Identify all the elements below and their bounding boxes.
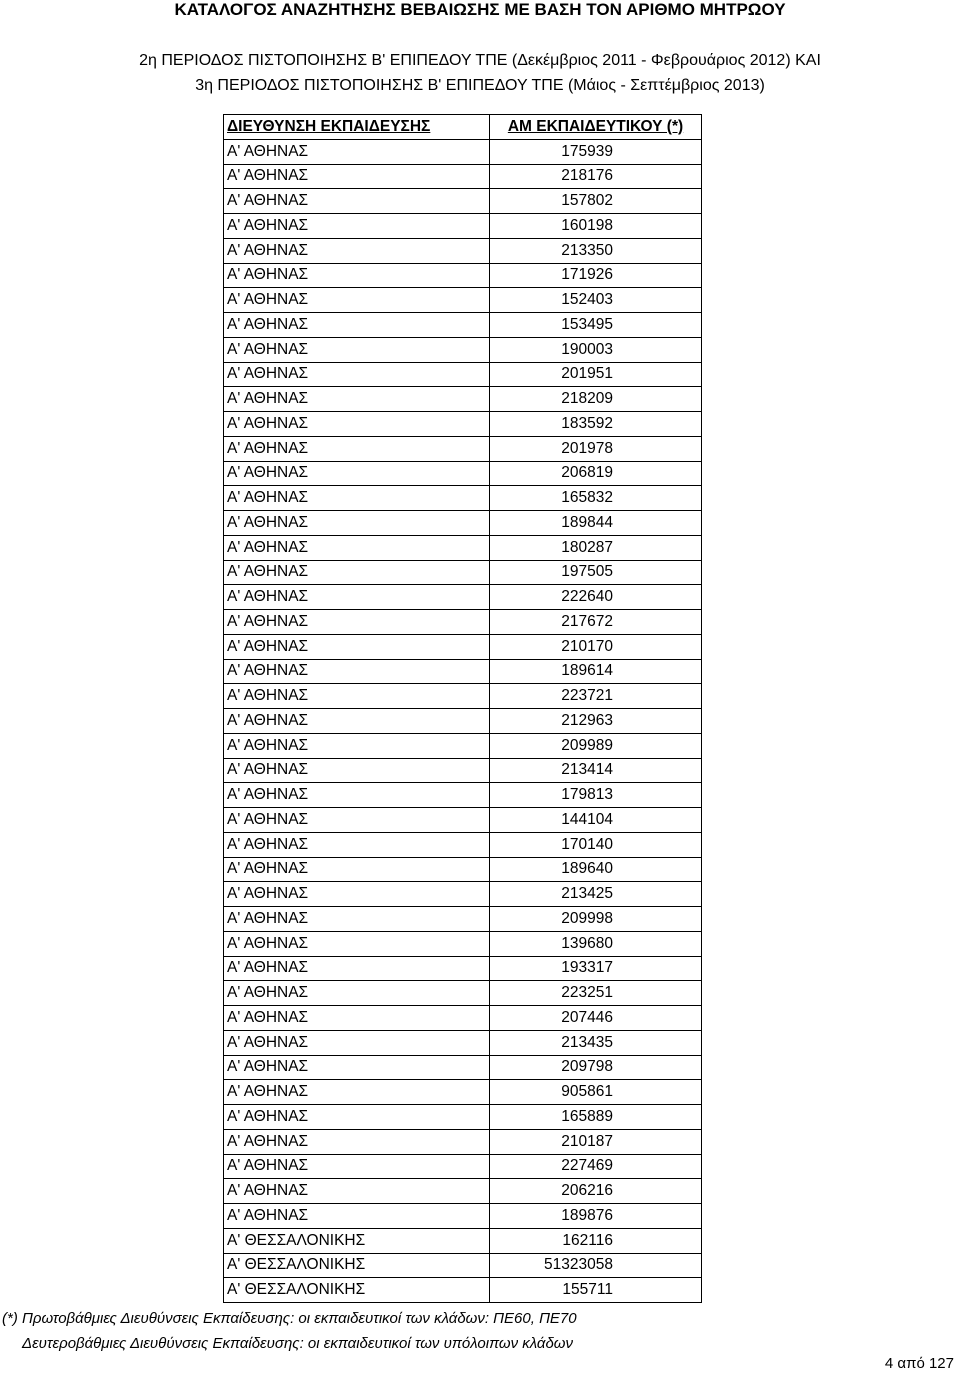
cell-am: 170140: [490, 832, 702, 857]
cell-am: 209798: [490, 1055, 702, 1080]
cell-directorate: Α' ΑΘΗΝΑΣ: [224, 610, 490, 635]
table-row: [224, 931, 702, 956]
cell-am: 157802: [490, 189, 702, 214]
table-row: [224, 1080, 702, 1105]
cell-directorate: Α' ΑΘΗΝΑΣ: [224, 461, 490, 486]
cell-am: 155711: [490, 1278, 702, 1303]
table-row: [224, 486, 702, 511]
cell-am: 180287: [490, 535, 702, 560]
cell-am: 213414: [490, 758, 702, 783]
cell-directorate: Α' ΑΘΗΝΑΣ: [224, 214, 490, 239]
cell-directorate: Α' ΑΘΗΝΑΣ: [224, 1055, 490, 1080]
cell-am: 51323058: [490, 1253, 702, 1278]
table-row: [224, 981, 702, 1006]
table-row: [224, 1129, 702, 1154]
cell-am: 175939: [490, 139, 702, 164]
table-row: [224, 1006, 702, 1031]
table-row: [224, 288, 702, 313]
cell-directorate: Α' ΑΘΗΝΑΣ: [224, 882, 490, 907]
column-header-directorate: ΔΙΕΥΘΥΝΣΗ ΕΚΠΑΙΔΕΥΣΗΣ: [224, 115, 490, 140]
table-row: [224, 436, 702, 461]
cell-directorate: Α' ΑΘΗΝΑΣ: [224, 387, 490, 412]
cell-directorate: Α' ΑΘΗΝΑΣ: [224, 560, 490, 585]
cell-am: 209989: [490, 733, 702, 758]
table-row: [224, 313, 702, 338]
cell-directorate: Α' ΑΘΗΝΑΣ: [224, 362, 490, 387]
cell-am: 206216: [490, 1179, 702, 1204]
cell-am: 162116: [490, 1228, 702, 1253]
cell-am: 223251: [490, 981, 702, 1006]
cell-am: 227469: [490, 1154, 702, 1179]
cell-directorate: Α' ΑΘΗΝΑΣ: [224, 288, 490, 313]
cell-directorate: Α' ΑΘΗΝΑΣ: [224, 263, 490, 288]
cell-am: 152403: [490, 288, 702, 313]
cell-am: 207446: [490, 1006, 702, 1031]
records-table: [223, 114, 702, 1303]
footnote-line-1: (*) Πρωτοβάθμιες Διευθύνσεις Εκπαίδευσης: οι εκπαιδευτικοί των κλάδων: ΠΕ60, ΠΕ70: [2, 1310, 577, 1327]
table-row: [224, 164, 702, 189]
records-body: [224, 139, 702, 1302]
cell-am: 222640: [490, 585, 702, 610]
table-row: [224, 907, 702, 932]
table-row: [224, 560, 702, 585]
document-title: ΚΑΤΑΛΟΓΟΣ ΑΝΑΖΗΤΗΣΗΣ ΒΕΒΑΙΩΣΗΣ ΜΕ ΒΑΣΗ ΤΟΝ ΑΡΙΘΜΟ ΜΗΤΡΩΟΥ: [174, 0, 786, 19]
cell-directorate: Α' ΑΘΗΝΑΣ: [224, 412, 490, 437]
cell-am: 183592: [490, 412, 702, 437]
cell-am: 153495: [490, 313, 702, 338]
cell-directorate: Α' ΑΘΗΝΑΣ: [224, 585, 490, 610]
cell-am: 201951: [490, 362, 702, 387]
cell-directorate: Α' ΑΘΗΝΑΣ: [224, 956, 490, 981]
cell-am: 217672: [490, 610, 702, 635]
table-row: [224, 1030, 702, 1055]
table-row: [224, 733, 702, 758]
table-row: [224, 1204, 702, 1229]
cell-am: 218209: [490, 387, 702, 412]
cell-am: 179813: [490, 783, 702, 808]
cell-directorate: Α' ΑΘΗΝΑΣ: [224, 832, 490, 857]
cell-am: 213435: [490, 1030, 702, 1055]
cell-directorate: Α' ΘΕΣΣΑΛΟΝΙΚΗΣ: [224, 1228, 490, 1253]
cell-am: 189844: [490, 511, 702, 536]
table-row: [224, 1154, 702, 1179]
table-row: [224, 1278, 702, 1303]
table-row: [224, 412, 702, 437]
table-row: [224, 535, 702, 560]
table-row: [224, 461, 702, 486]
cell-directorate: Α' ΑΘΗΝΑΣ: [224, 511, 490, 536]
cell-am: 212963: [490, 709, 702, 734]
table-row: [224, 511, 702, 536]
page-number: 4 από 127: [884, 1355, 954, 1372]
cell-directorate: Α' ΑΘΗΝΑΣ: [224, 1080, 490, 1105]
cell-am: 165889: [490, 1105, 702, 1130]
cell-directorate: Α' ΑΘΗΝΑΣ: [224, 1179, 490, 1204]
cell-directorate: Α' ΑΘΗΝΑΣ: [224, 337, 490, 362]
cell-directorate: Α' ΑΘΗΝΑΣ: [224, 436, 490, 461]
table-row: [224, 1105, 702, 1130]
column-header-am: ΑΜ ΕΚΠΑΙΔΕΥΤΙΚΟΥ (*): [490, 115, 702, 140]
table-row: [224, 832, 702, 857]
subtitle-line-1: 2η ΠΕΡΙΟΔΟΣ ΠΙΣΤΟΠΟΙΗΣΗΣ Β' ΕΠΙΠΕΔΟΥ ΤΠΕ (Δεκέμβριος 2011 - Φεβρουάριος 2012) ΚΑΙ: [139, 52, 821, 69]
cell-directorate: Α' ΑΘΗΝΑΣ: [224, 1030, 490, 1055]
cell-am: 213425: [490, 882, 702, 907]
cell-am: 218176: [490, 164, 702, 189]
cell-directorate: Α' ΘΕΣΣΑΛΟΝΙΚΗΣ: [224, 1278, 490, 1303]
cell-directorate: Α' ΑΘΗΝΑΣ: [224, 659, 490, 684]
cell-am: 189640: [490, 857, 702, 882]
cell-am: 165832: [490, 486, 702, 511]
cell-directorate: Α' ΑΘΗΝΑΣ: [224, 1204, 490, 1229]
cell-directorate: Α' ΑΘΗΝΑΣ: [224, 808, 490, 833]
table-row: [224, 758, 702, 783]
table-row: [224, 610, 702, 635]
cell-directorate: Α' ΑΘΗΝΑΣ: [224, 535, 490, 560]
table-row: [224, 387, 702, 412]
cell-am: 201978: [490, 436, 702, 461]
cell-am: 171926: [490, 263, 702, 288]
cell-directorate: Α' ΑΘΗΝΑΣ: [224, 981, 490, 1006]
table-row: [224, 956, 702, 981]
cell-directorate: Α' ΑΘΗΝΑΣ: [224, 709, 490, 734]
cell-directorate: Α' ΑΘΗΝΑΣ: [224, 486, 490, 511]
cell-am: 189876: [490, 1204, 702, 1229]
table-row: [224, 709, 702, 734]
cell-directorate: Α' ΑΘΗΝΑΣ: [224, 1105, 490, 1130]
cell-directorate: Α' ΑΘΗΝΑΣ: [224, 931, 490, 956]
cell-directorate: Α' ΑΘΗΝΑΣ: [224, 907, 490, 932]
subtitle-line-2: 3η ΠΕΡΙΟΔΟΣ ΠΙΣΤΟΠΟΙΗΣΗΣ Β' ΕΠΙΠΕΔΟΥ ΤΠΕ (Μάιος - Σεπτέμβριος 2013): [195, 77, 765, 94]
cell-am: 197505: [490, 560, 702, 585]
table-header-row: [224, 115, 702, 140]
cell-directorate: Α' ΑΘΗΝΑΣ: [224, 634, 490, 659]
cell-directorate: Α' ΑΘΗΝΑΣ: [224, 733, 490, 758]
table-row: [224, 238, 702, 263]
cell-directorate: Α' ΑΘΗΝΑΣ: [224, 1006, 490, 1031]
table-row: [224, 362, 702, 387]
cell-directorate: Α' ΑΘΗΝΑΣ: [224, 189, 490, 214]
table-row: [224, 684, 702, 709]
table-row: [224, 337, 702, 362]
cell-am: 206819: [490, 461, 702, 486]
cell-directorate: Α' ΑΘΗΝΑΣ: [224, 857, 490, 882]
table-row: [224, 189, 702, 214]
cell-directorate: Α' ΑΘΗΝΑΣ: [224, 783, 490, 808]
cell-directorate: Α' ΘΕΣΣΑΛΟΝΙΚΗΣ: [224, 1253, 490, 1278]
footnote-line-2: Δευτεροβάθμιες Διευθύνσεις Εκπαίδευσης: οι εκπαιδευτικοί των υπόλοιπων κλάδων: [22, 1335, 573, 1352]
table-row: [224, 585, 702, 610]
table-row: [224, 263, 702, 288]
cell-am: 905861: [490, 1080, 702, 1105]
table-row: [224, 214, 702, 239]
cell-directorate: Α' ΑΘΗΝΑΣ: [224, 1129, 490, 1154]
table-row: [224, 882, 702, 907]
table-row: [224, 808, 702, 833]
cell-am: 193317: [490, 956, 702, 981]
cell-am: 210187: [490, 1129, 702, 1154]
cell-am: 209998: [490, 907, 702, 932]
cell-am: 144104: [490, 808, 702, 833]
cell-am: 190003: [490, 337, 702, 362]
table-row: [224, 634, 702, 659]
cell-directorate: Α' ΑΘΗΝΑΣ: [224, 313, 490, 338]
table-row: [224, 1228, 702, 1253]
cell-directorate: Α' ΑΘΗΝΑΣ: [224, 164, 490, 189]
cell-am: 160198: [490, 214, 702, 239]
table-row: [224, 659, 702, 684]
cell-am: 210170: [490, 634, 702, 659]
cell-am: 189614: [490, 659, 702, 684]
table-row: [224, 1055, 702, 1080]
table-row: [224, 139, 702, 164]
cell-am: 139680: [490, 931, 702, 956]
cell-am: 223721: [490, 684, 702, 709]
cell-directorate: Α' ΑΘΗΝΑΣ: [224, 684, 490, 709]
table-row: [224, 857, 702, 882]
cell-am: 213350: [490, 238, 702, 263]
cell-directorate: Α' ΑΘΗΝΑΣ: [224, 758, 490, 783]
cell-directorate: Α' ΑΘΗΝΑΣ: [224, 139, 490, 164]
table-row: [224, 1179, 702, 1204]
table-row: [224, 1253, 702, 1278]
table-row: [224, 783, 702, 808]
cell-directorate: Α' ΑΘΗΝΑΣ: [224, 238, 490, 263]
cell-directorate: Α' ΑΘΗΝΑΣ: [224, 1154, 490, 1179]
